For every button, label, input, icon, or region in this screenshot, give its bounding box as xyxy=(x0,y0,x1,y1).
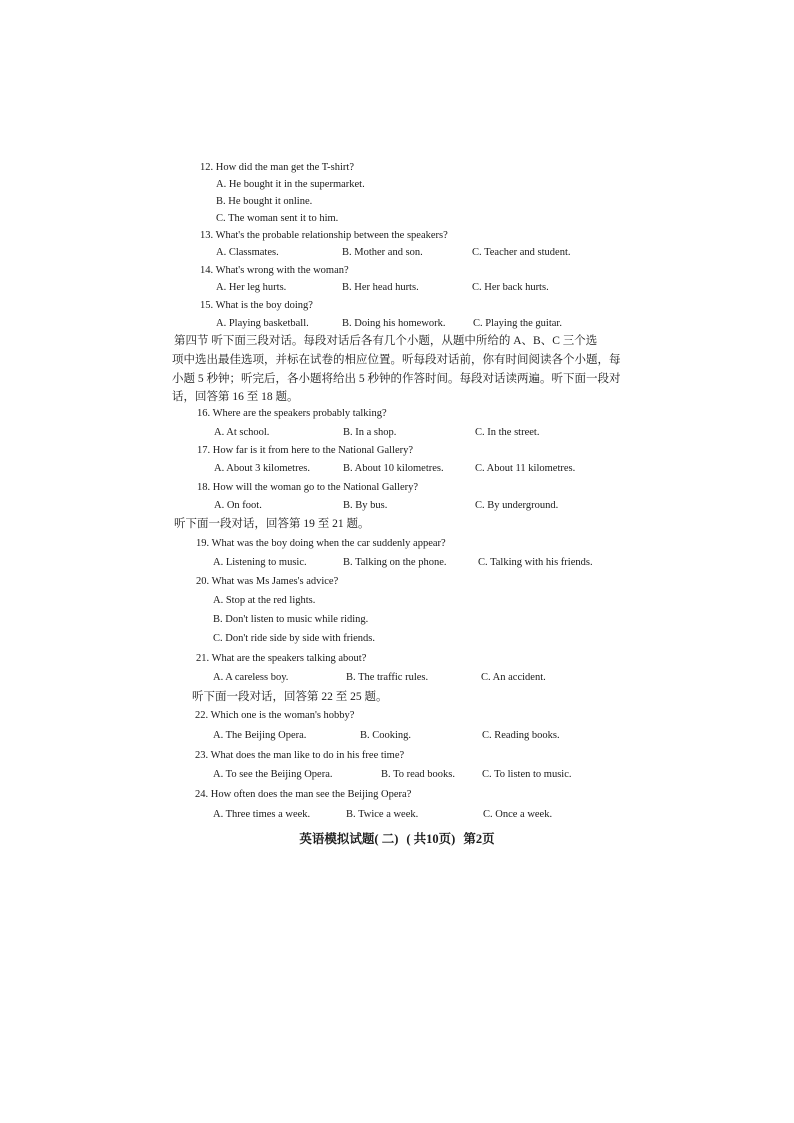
instruction-19-21: 听下面一段对话，回答第 19 至 21 题。 xyxy=(174,518,370,530)
option-22a: A. The Beijing Opera. xyxy=(213,730,307,741)
option-13c: C. Teacher and student. xyxy=(472,247,571,258)
options-16 xyxy=(214,428,539,439)
option-21b: B. The traffic rules. xyxy=(346,672,429,683)
question-20: 20. What was Ms James's advice? xyxy=(196,576,339,587)
option-23b: B. To read books. xyxy=(381,769,456,780)
question-19: 19. What was the boy doing when the car suddenly appear? xyxy=(196,538,446,549)
option-18a: A. On foot. xyxy=(214,500,262,511)
option-24c: C. Once a week. xyxy=(483,809,553,820)
options-14 xyxy=(216,283,549,294)
options-23 xyxy=(213,770,572,781)
instruction-22-25: 听下面一段对话，回答第 22 至 25 题。 xyxy=(192,691,388,703)
options-22 xyxy=(213,731,560,742)
option-24b: B. Twice a week. xyxy=(346,809,419,820)
option-15b: B. Doing his homework. xyxy=(342,318,446,329)
question-14: 14. What's wrong with the woman? xyxy=(200,265,349,276)
option-19a: A. Listening to music. xyxy=(213,557,307,568)
option-21c: C. An accident. xyxy=(481,672,546,683)
question-17: 17. How far is it from here to the National Gallery? xyxy=(197,445,414,456)
question-23: 23. What does the man like to do in his free time? xyxy=(195,750,405,761)
option-20a: A. Stop at the red lights. xyxy=(213,595,316,606)
option-15c: C. Playing the guitar. xyxy=(473,318,562,329)
question-24: 24. How often does the man see the Beijing Opera? xyxy=(195,789,412,800)
total-pages: ( 共10页) xyxy=(406,832,456,846)
option-18b: B. By bus. xyxy=(343,500,388,511)
option-19c: C. Talking with his friends. xyxy=(478,557,593,568)
option-19b: B. Talking on the phone. xyxy=(343,557,447,568)
options-24 xyxy=(213,810,552,821)
options-15 xyxy=(216,319,562,330)
options-19 xyxy=(213,558,593,569)
question-18: 18. How will the woman go to the National Gallery? xyxy=(197,482,419,493)
option-13b: B. Mother and son. xyxy=(342,247,423,258)
options-17 xyxy=(214,464,575,475)
question-12: 12. How did the man get the T-shirt? xyxy=(200,162,354,173)
question-16: 16. Where are the speakers probably talking? xyxy=(197,408,387,419)
option-23a: A. To see the Beijing Opera. xyxy=(213,769,333,780)
section4-instruction-line3: 小题 5 秒钟；听完后，各小题将给出 5 秒钟的作答时间。每段对话读两遍。听下面一段对 xyxy=(172,373,621,385)
options-18 xyxy=(214,501,558,512)
option-12b: B. He bought it online. xyxy=(216,196,313,207)
option-14b: B. Her head hurts. xyxy=(342,282,419,293)
option-20c: C. Don't ride side by side with friends. xyxy=(213,633,375,644)
page-number: 第2页 xyxy=(463,832,495,846)
option-17c: C. About 11 kilometres. xyxy=(475,463,576,474)
option-16b: B. In a shop. xyxy=(343,427,397,438)
option-13a: A. Classmates. xyxy=(216,247,279,258)
exam-title: 英语模拟试题( 二) xyxy=(299,832,399,846)
option-15a: A. Playing basketball. xyxy=(216,318,309,329)
option-18c: C. By underground. xyxy=(475,500,559,511)
option-20b: B. Don't listen to music while riding. xyxy=(213,614,369,625)
question-21: 21. What are the speakers talking about? xyxy=(196,653,367,664)
option-16c: C. In the street. xyxy=(475,427,540,438)
option-14a: A. Her leg hurts. xyxy=(216,282,287,293)
question-22: 22. Which one is the woman's hobby? xyxy=(195,710,355,721)
option-22b: B. Cooking. xyxy=(360,730,412,741)
option-16a: A. At school. xyxy=(214,427,270,438)
question-13: 13. What's the probable relationship between the speakers? xyxy=(200,230,448,241)
option-23c: C. To listen to music. xyxy=(482,769,572,780)
option-17b: B. About 10 kilometres. xyxy=(343,463,444,474)
section4-instruction-line1: 第四节 听下面三段对话。每段对话后各有几个小题，从题中所给的 A、B、C 三个选 xyxy=(174,335,598,347)
option-17a: A. About 3 kilometres. xyxy=(214,463,310,474)
options-13 xyxy=(216,248,571,259)
page-footer xyxy=(0,829,794,847)
option-24a: A. Three times a week. xyxy=(213,809,311,820)
section4-instruction-line2: 项中选出最佳选项，并标在试卷的相应位置。听每段对话前，你有时间阅读各个小题，每 xyxy=(172,354,621,366)
options-21 xyxy=(213,673,546,684)
question-15: 15. What is the boy doing? xyxy=(200,300,313,311)
option-12a: A. He bought it in the supermarket. xyxy=(216,179,365,190)
section4-instruction-line4: 话，回答第 16 至 18 题。 xyxy=(172,391,299,403)
option-12c: C. The woman sent it to him. xyxy=(216,213,339,224)
option-14c: C. Her back hurts. xyxy=(472,282,549,293)
option-22c: C. Reading books. xyxy=(482,730,560,741)
option-21a: A. A careless boy. xyxy=(213,672,289,683)
